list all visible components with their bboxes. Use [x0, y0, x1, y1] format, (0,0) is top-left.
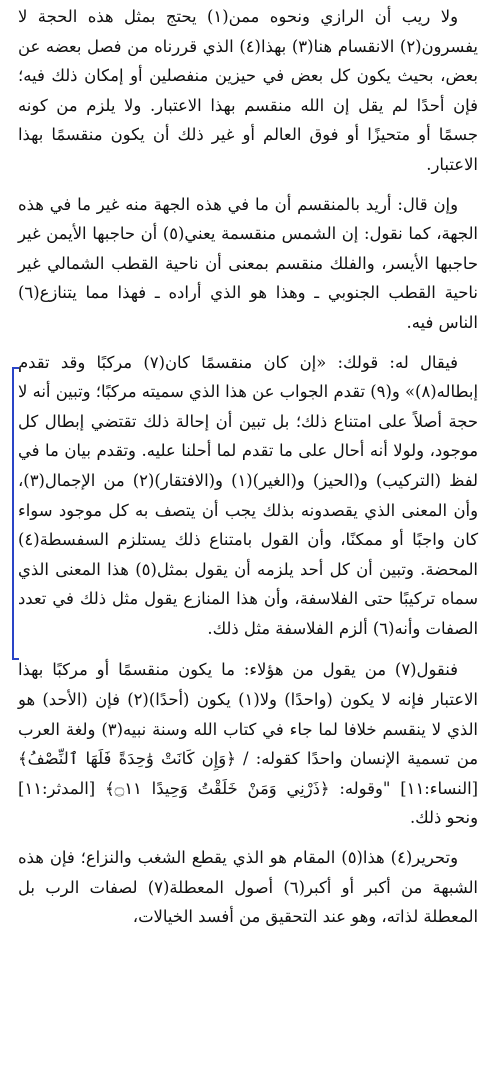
margin-bracket-marker: [12, 367, 19, 660]
paragraph-4-text: فنقول(٧) من يقول من هؤلاء: ما يكون منقسمًا أو مركبًا بهذا الاعتبار فإنه لا يكون (واحدًا) ولا(١) يكون (أحدًا)(٢) فإن (الأحد) هو الذي لا ينقسم خلافا لما جاء في كتاب الله وسنة نبيه(٣) ولغة العرب من تسمية الإنسان واحدًا كقوله: / ﴿وَإِن كَانَتْ وَٰحِدَةً فَلَهَا ٱلنِّصْفُ﴾ [النساء:١١] "وقوله: ﴿ذَرْنِي وَمَنْ خَلَقْتُ وَحِيدًا ۝١١﴾ [المدثر:١١] ونحو ذلك.: [18, 660, 479, 828]
paragraph-3-text: فيقال له: قولك: «إن كان منقسمًا كان(٧) مركبًا وقد تقدم إبطاله(٨)» و(٩) تقدم الجواب عن هذا الذي سميته مركبًا؛ وتبين أنه لا حجة أصلاً على امتناع ذلك؛ بل تبين أن إحالة ذلك تقتضي إبطال كل موجود، ولولا أنه أحال على ما تقدم لما أحلنا عليه. وتقدم بيان ما في لفظ (التركيب) و(الحيز) و(الغير)(١) و(الافتقار)(٢) من الإجمال(٣)، وأن المعنى الذي يقصدونه بذلك يجب أن يتصف به كل موجود سواء كان واجبًا أو ممكنًا، وأن القول بامتناع ذلك يستلزم السفسطة(٤) المحضة. وتبين أن كل أحد يلزمه أن يقول بمثل(٥) هذا المعنى الذي سماه تركيبًا حتى الفلاسفة، وأن هذا المنازع يقول مثل ذلك في تعدد الصفات وأنه(٦) ألزم الفلاسفة مثل ذلك.: [18, 352, 478, 638]
paragraph-3: [18, 348, 478, 644]
paragraph-1: [18, 2, 478, 180]
paragraph-2-text: وإن قال: أريد بالمنقسم أن ما في هذه الجهة منه غير ما في هذه الجهة، كما نقول: إن الشمس منقسمة يعني(٥) أن حاجبها الأيمن غير حاجبها الأيسر، والفلك منقسم بمعنى أن ناحية القطب الشمالي غير ناحية القطب الجنوبي ـ وهذا هو الذي أراده ـ فهذا مما يتنازع(٦) الناس فيه.: [18, 194, 478, 332]
paragraph-5-text: وتحرير(٤) هذا(٥) المقام هو الذي يقطع الشغب والنزاع؛ فإن هذه الشبهة من أكبر أو أكبر(٦) أصول المعطلة(٧) لصفات الرب بل المعطلة لذاته، وهو عند التحقيق من أفسد الخيالات،: [18, 848, 478, 927]
paragraph-5: [18, 843, 478, 932]
paragraph-4: [18, 655, 478, 833]
paragraph-1-text: ولا ريب أن الرازي ونحوه ممن(١) يحتج بمثل هذه الحجة لا يفسرون(٢) الانقسام هنا(٣) بهذا(٤) الذي قررناه من فصل بعضه عن بعض، بحيث يكون كل بعض في حيزين منفصلين أو إمكان ذلك فيه؛ فإن أحدًا لم يقل إن الله منقسم بهذا الاعتبار. ولا يلزم من كونه جسمًا أو متحيزًا أو فوق العالم أو غير ذلك أن يكون منقسمًا بهذا الاعتبار.: [18, 7, 478, 174]
paragraph-2: [18, 190, 478, 338]
